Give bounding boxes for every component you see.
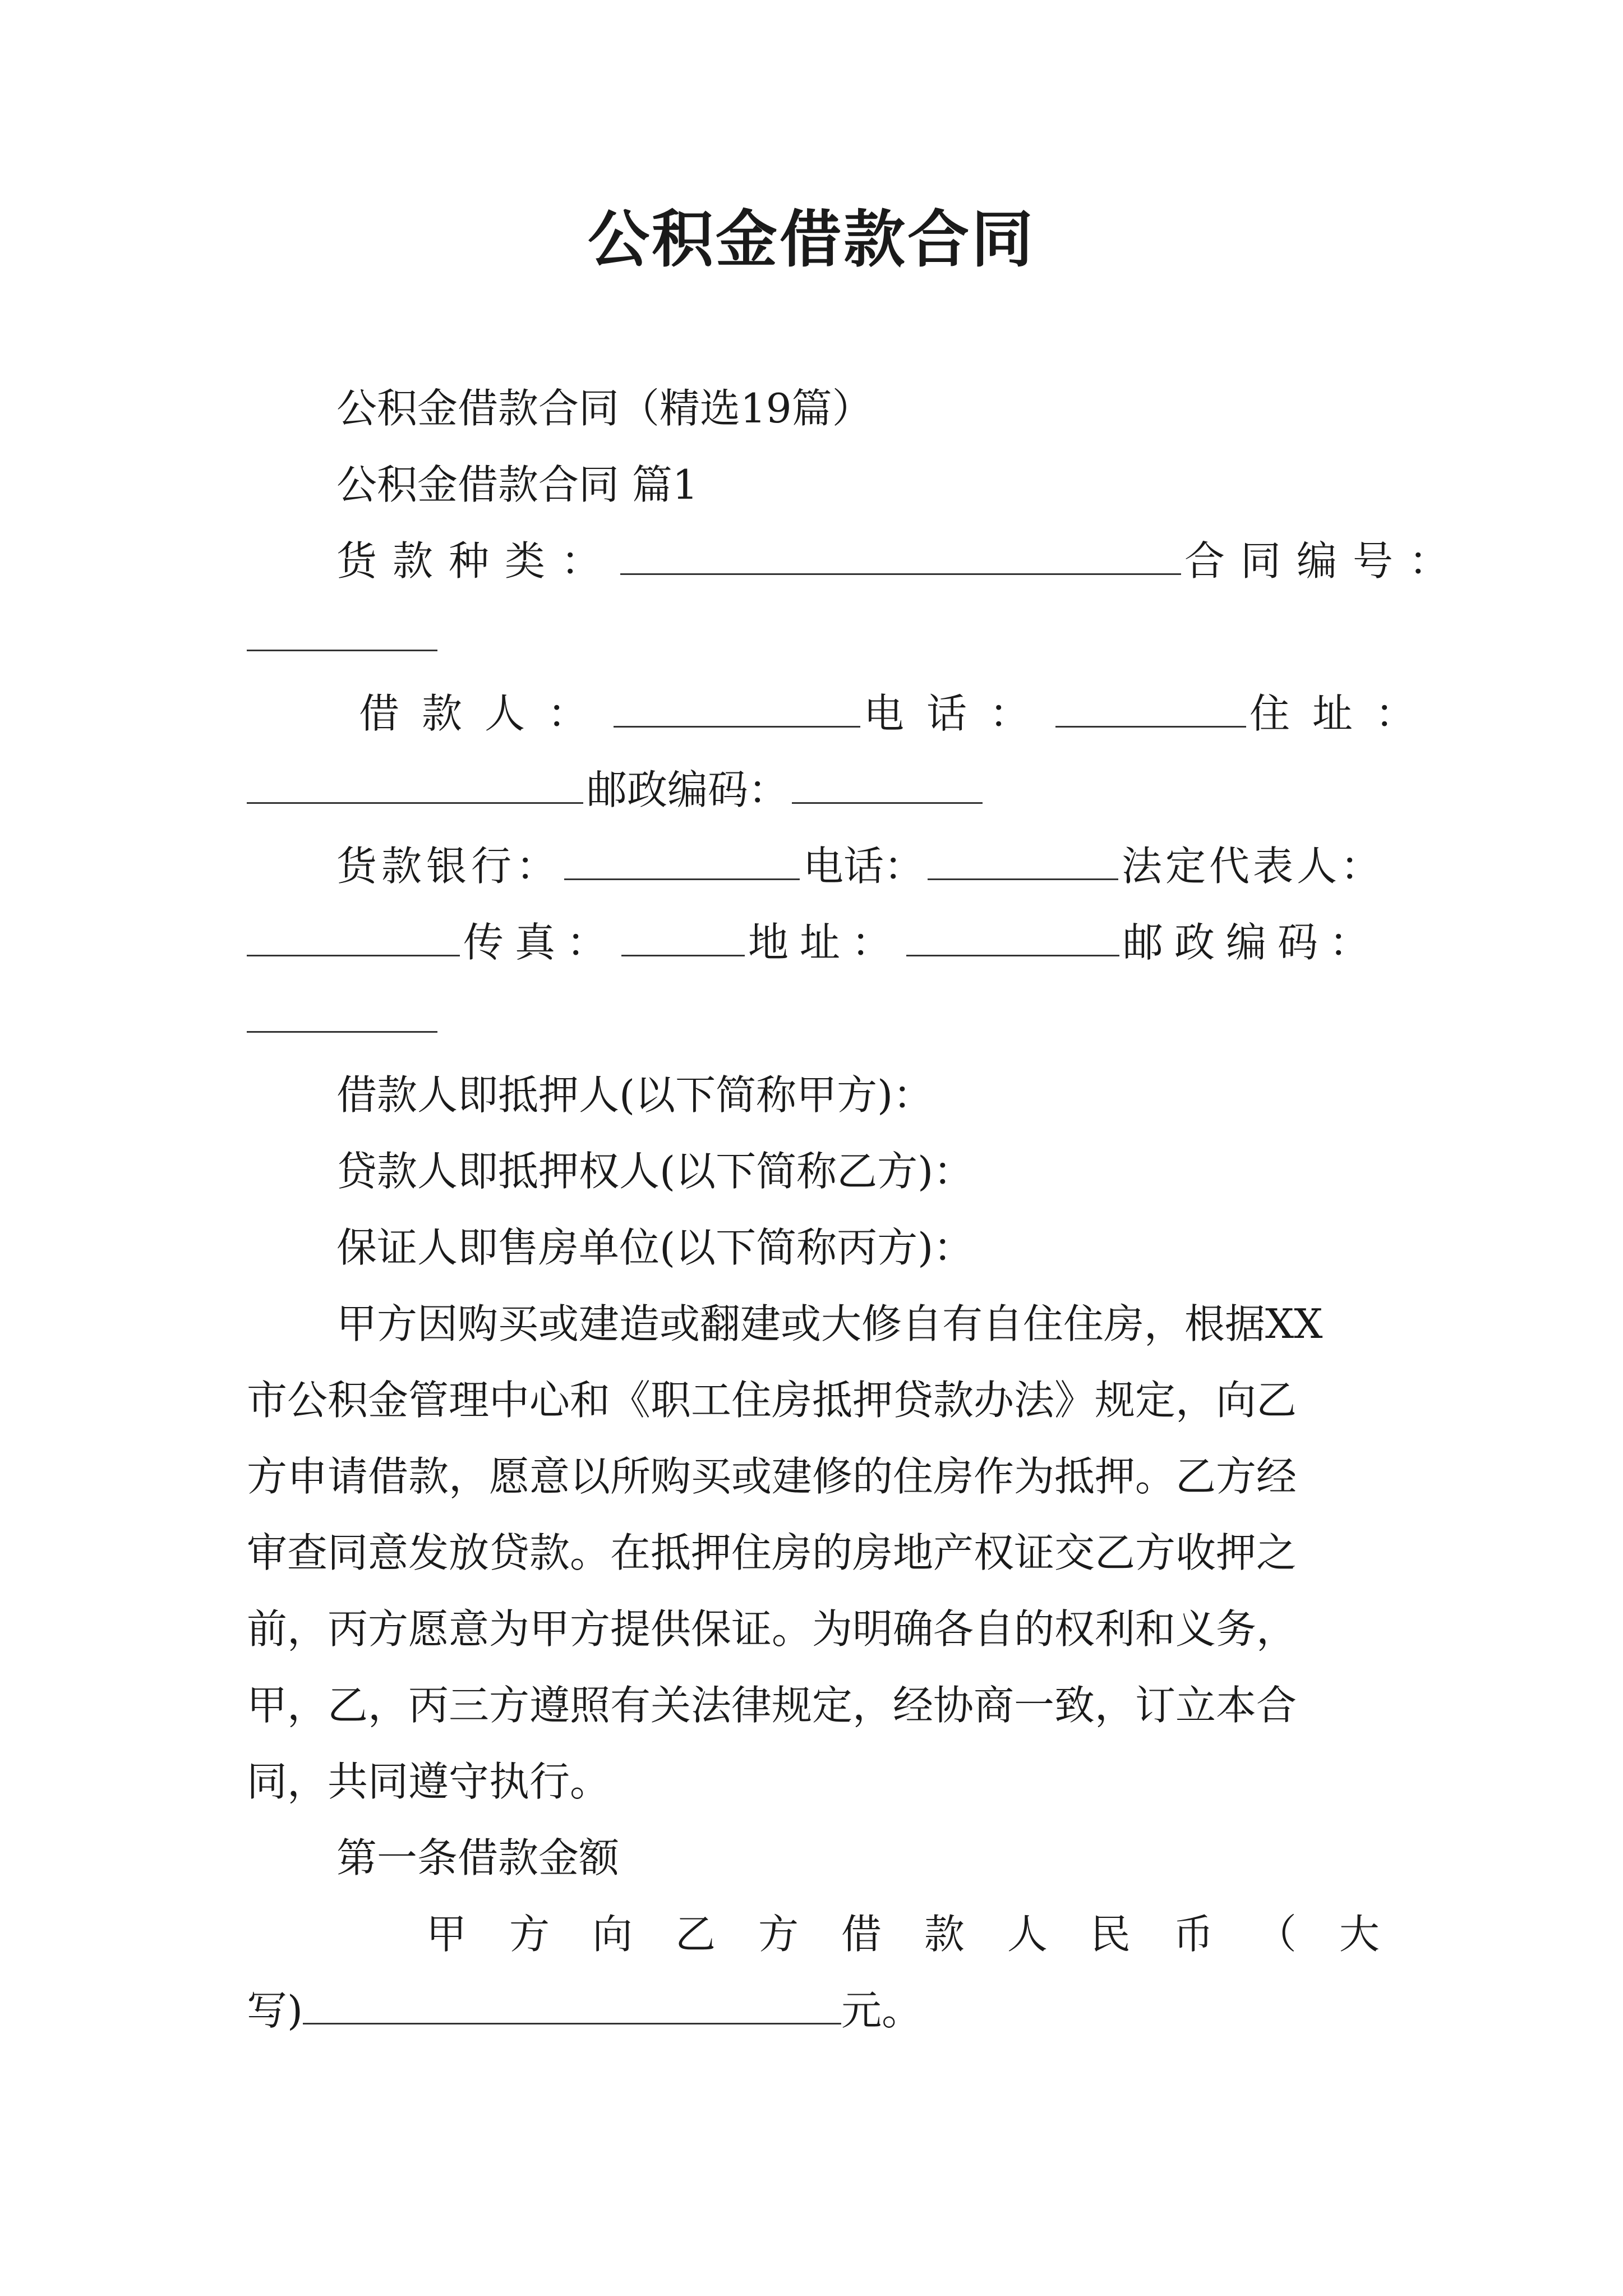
article-1-char: 币 [1173,1911,1214,1958]
bank-postcode-blank[interactable] [247,992,437,1033]
borrower-postcode-row [247,752,1380,828]
borrower-address-blank[interactable] [247,763,583,804]
article-1-char: 款 [924,1911,965,1958]
intro-line-5: 前，丙方愿意为甲方提供保证。为明确各自的权利和义务， [247,1605,1297,1653]
bank-address-blank[interactable] [906,915,1119,956]
loan-type-label: 货款种类： [336,537,617,585]
contract-no-row [247,599,1380,675]
article-1-char: 人 [1007,1911,1048,1958]
bank-postcode-label: 邮政编码： [1123,919,1381,966]
article-1-amount-prefix: 写) [247,1987,303,2034]
fax-blank[interactable] [621,915,745,956]
article-1-heading: 第一条借款金额 [336,1834,620,1881]
bank-phone-label: 电话： [803,843,925,890]
fax-label: 传真： [463,919,619,966]
legal-rep-label: 法定代表人： [1122,843,1385,890]
article-1-line-2 [247,1972,1380,2049]
borrower-label: 借款人： [359,690,611,737]
section-heading: 公积金借款合同 篇1 [336,461,698,508]
intro-line-3: 方申请借款，愿意以所购买或建修的住房作为抵押。乙方经 [247,1453,1297,1500]
borrower-address-label: 住址： [1249,690,1438,737]
article-1-char: 乙 [675,1911,716,1958]
party-b: 贷款人即抵押权人(以下简称乙方)： [336,1148,974,1195]
borrower-postcode-blank[interactable] [792,763,983,804]
bank-label: 货款银行： [336,843,561,890]
bank-blank[interactable] [564,839,800,880]
borrower-postcode-label: 邮政编码： [587,766,789,813]
borrower-phone-blank[interactable] [1055,687,1246,728]
article-1-amount-suffix: 元。 [841,1987,923,2034]
contract-no-blank[interactable] [247,610,437,651]
subtitle: 公积金借款合同（精选19篇） [336,385,873,432]
loan-amount-blank[interactable] [303,1984,841,2024]
intro-line-7: 同，共同遵守执行。 [247,1758,611,1805]
borrower-blank[interactable] [614,687,860,728]
bank-address-label: 地址： [748,919,903,966]
fax-row [247,904,1380,981]
article-1-char: 大 [1339,1911,1380,1958]
article-1-char: 向 [592,1911,633,1958]
article-1-char: 借 [841,1911,882,1958]
intro-line-2: 市公积金管理中心和《职工住房抵押贷款办法》规定，向乙 [247,1377,1297,1424]
party-c: 保证人即售房单位(以下简称丙方)： [336,1224,974,1271]
loan-type-row [247,523,1465,599]
document-title: 公积金借款合同 [588,203,1035,275]
article-1-char: 方 [509,1911,550,1958]
article-1-char: 方 [758,1911,799,1958]
party-a: 借款人即抵押人(以下简称甲方)： [336,1071,934,1119]
bank-row [247,828,1385,904]
intro-line-6: 甲，乙，丙三方遵照有关法律规定，经协商一致，订立本合 [247,1682,1297,1729]
legal-rep-blank[interactable] [247,915,460,956]
bank-postcode-row [247,981,1380,1057]
contract-no-label: 合同编号： [1184,537,1465,585]
borrower-phone-label: 电话： [864,690,1053,737]
borrower-row [247,675,1438,752]
article-1-char: （ [1256,1911,1297,1958]
article-1-line-1 [247,1896,1380,1972]
bank-phone-blank[interactable] [928,839,1118,880]
intro-line-1: 甲方因购买或建造或翻建或大修自有自住住房，根据XX [336,1300,1323,1347]
intro-line-4: 审查同意发放贷款。在抵押住房的房地产权证交乙方收押之 [247,1529,1297,1576]
loan-type-blank[interactable] [620,534,1181,575]
document-body [247,370,1465,2049]
article-1-char: 甲 [426,1911,467,1958]
article-1-char: 民 [1090,1911,1131,1958]
